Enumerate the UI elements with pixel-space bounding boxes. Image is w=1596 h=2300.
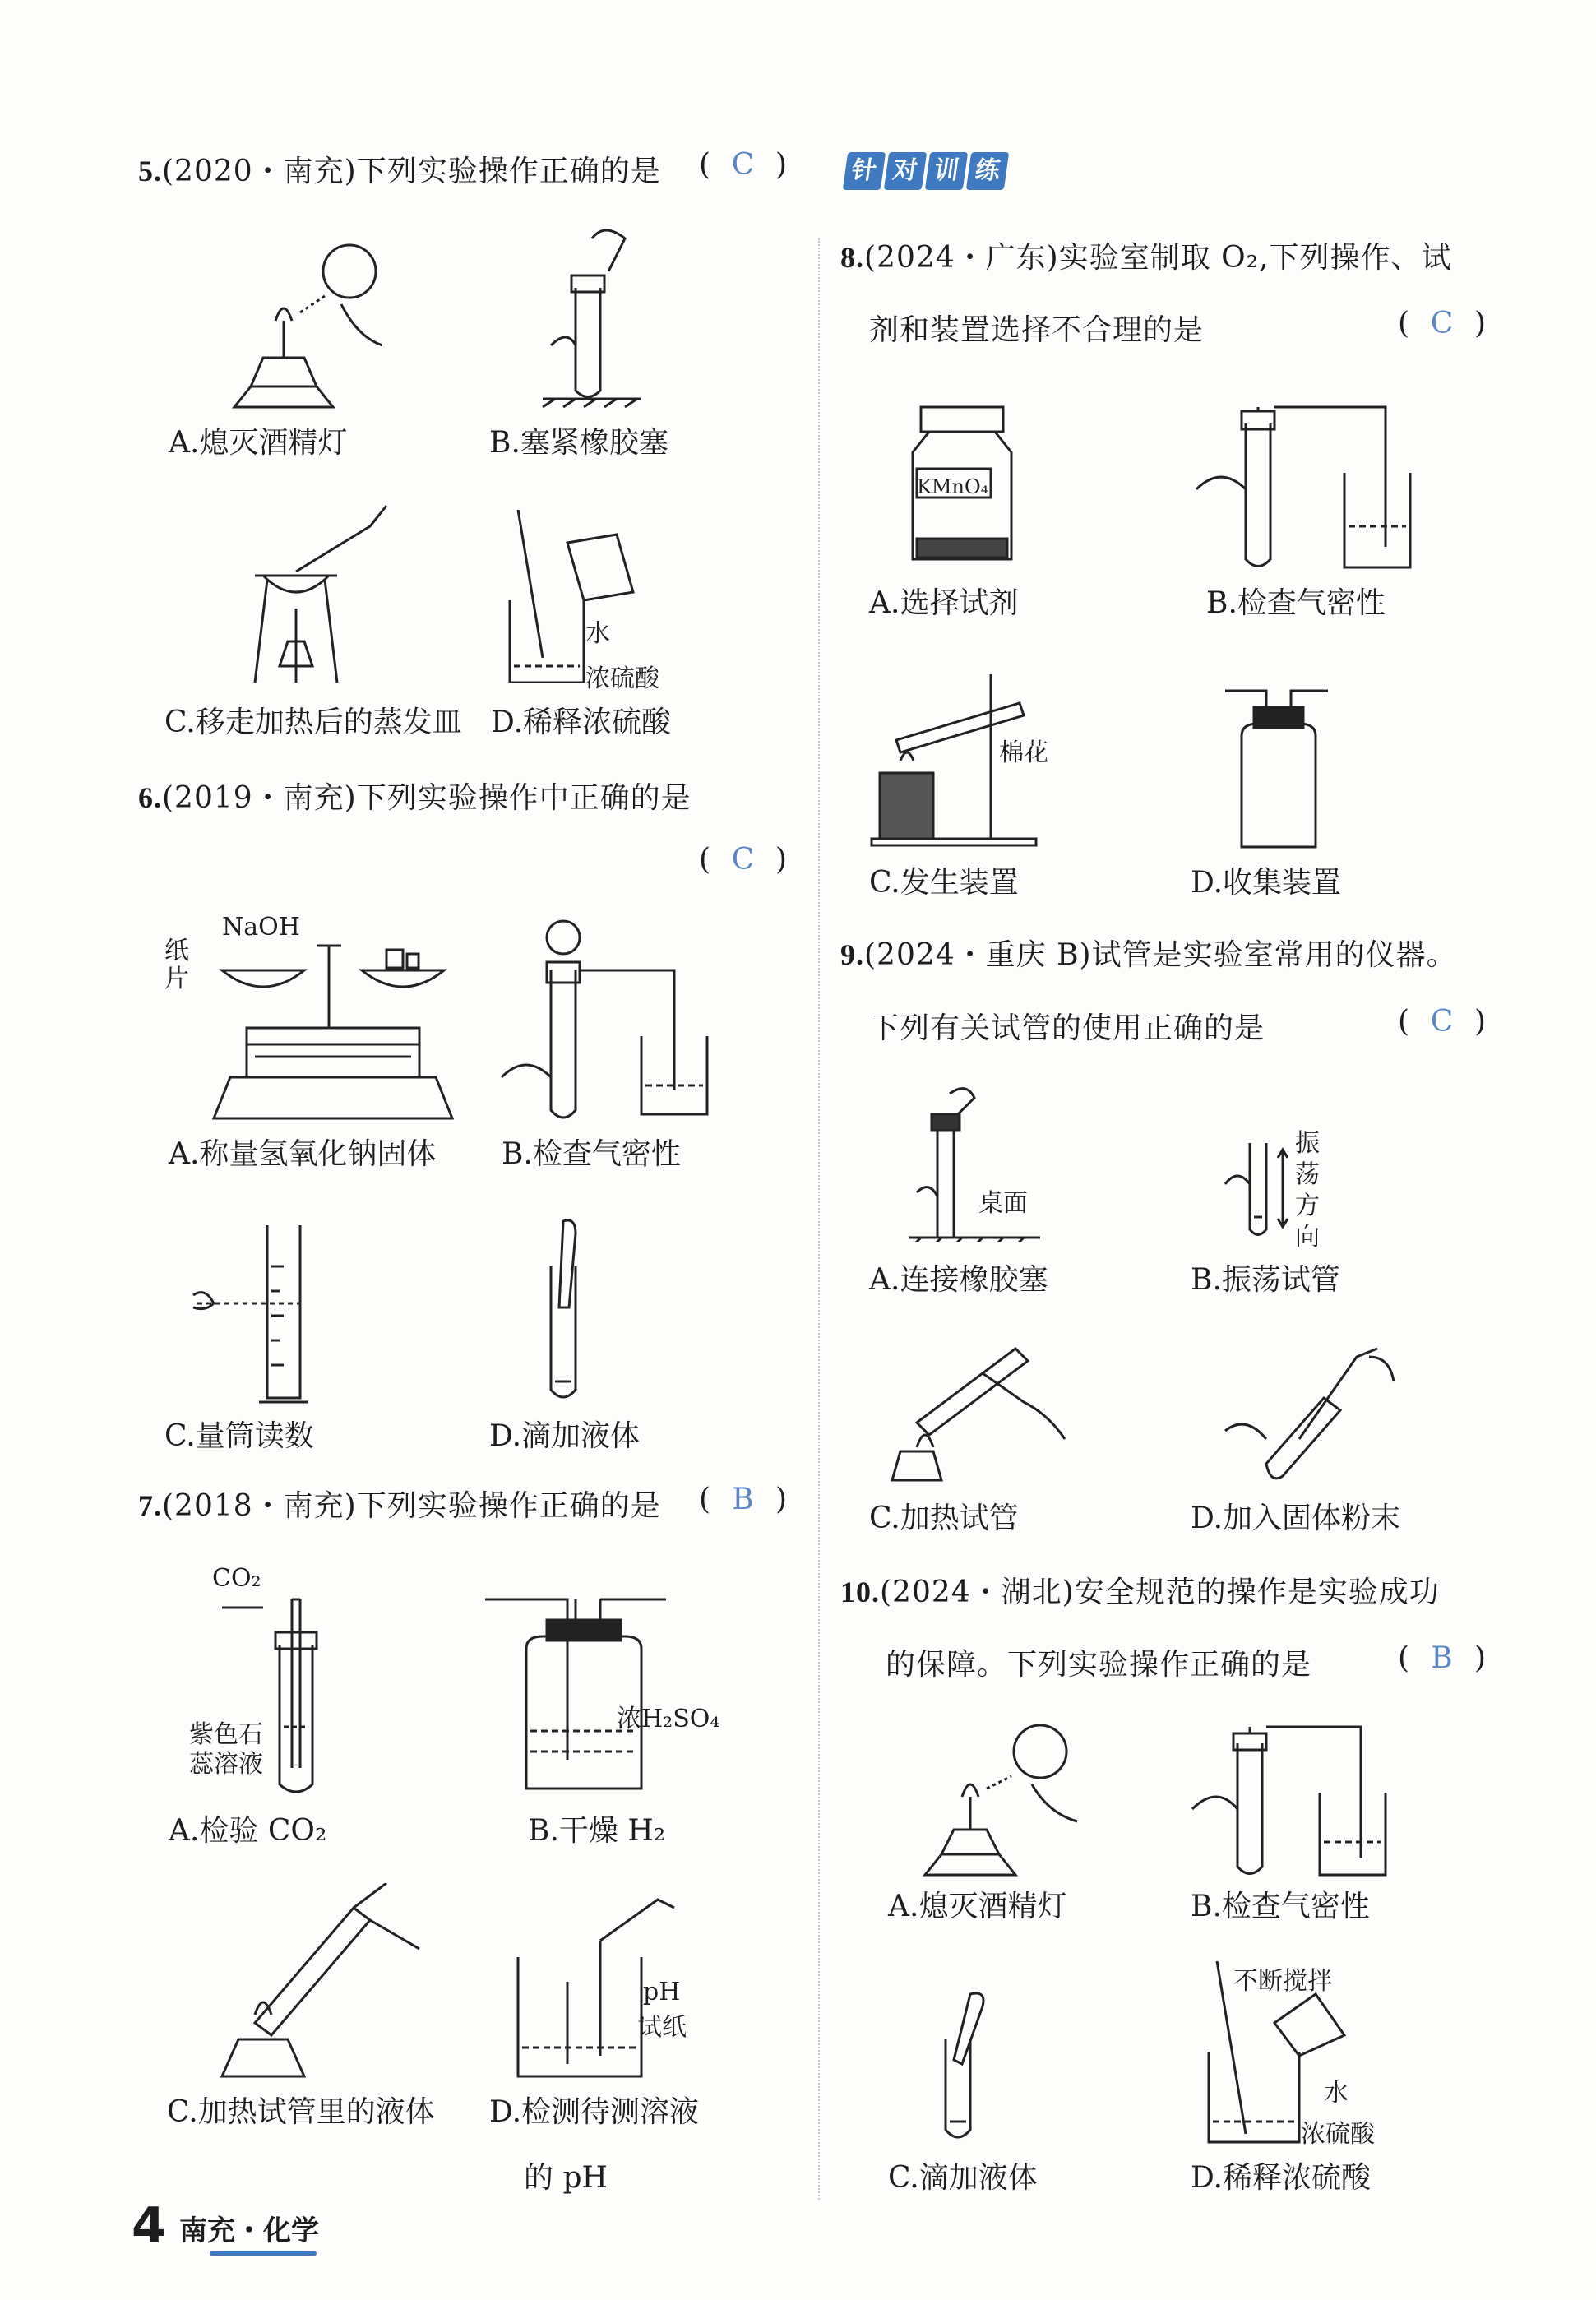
q9-figure-d (1217, 1340, 1398, 1488)
q7-label-h2so4: 浓H₂SO₄ (617, 1705, 720, 1733)
q9-answer-value: C (1430, 1005, 1454, 1039)
q8-answer-value: C (1430, 307, 1454, 340)
q6-option-b: B.检查气密性 (502, 1137, 681, 1171)
q5-label-acid: 浓硫酸 (585, 664, 659, 693)
q8-figure-b (1188, 382, 1427, 572)
q5-option-b: B.塞紧橡胶塞 (489, 426, 668, 460)
column-divider (818, 238, 820, 2200)
q9-stem-line2: 下列有关试管的使用正确的是 (869, 1011, 1265, 1045)
q5-stem (138, 148, 661, 190)
q5-text: (2020・南充)下列实验操作正确的是 (162, 155, 661, 188)
q10-figure-b (1188, 1710, 1402, 1883)
q6-answer: ( C ) (699, 843, 787, 877)
badge-char-1: 针 (843, 152, 886, 190)
q10-label-acid: 浓硫酸 (1301, 2120, 1375, 2149)
q5-number: 5. (138, 155, 162, 187)
badge-char-4: 练 (966, 152, 1009, 190)
q8-label-kmno4: KMnO₄ (917, 475, 989, 498)
q6-figure-a (197, 913, 469, 1127)
footer-accent-line (210, 2251, 317, 2256)
q8-option-d: D.收集装置 (1191, 866, 1342, 900)
q7-figure-b (485, 1587, 666, 1801)
q10-stem-line1 (840, 1569, 1440, 1611)
q8-option-b: B.检查气密性 (1206, 586, 1386, 620)
q9-label-desk: 桌面 (978, 1189, 1028, 1218)
q10-label-stir: 不断搅拌 (1233, 1967, 1332, 1996)
q7-label-litmus: 紫色石蕊溶液 (189, 1720, 263, 1779)
q6-label-paper: 纸片 (164, 937, 189, 993)
q6-text: (2019・南充)下列实验操作中正确的是 (162, 781, 692, 815)
q6-answer-value: C (731, 843, 755, 877)
practice-badge (845, 152, 1006, 190)
q10-option-d: D.稀释浓硫酸 (1191, 2161, 1372, 2195)
q10-figure-a (917, 1715, 1081, 1879)
q8-answer: ( C ) (1398, 307, 1486, 340)
q6-number: 6. (138, 781, 162, 814)
q10-figure-c (925, 1990, 1015, 2146)
q7-label-ph: pH (643, 1978, 681, 2006)
badge-char-2: 对 (884, 152, 927, 190)
q10-number: 10. (840, 1576, 880, 1608)
q7-label-paper: 试纸 (637, 2013, 687, 2042)
q7-text: (2018・南充)下列实验操作正确的是 (162, 1489, 661, 1523)
q5-figure-c (247, 493, 411, 687)
q6-option-c: C.量筒读数 (164, 1419, 314, 1453)
q7-label-co2: CO₂ (212, 1564, 261, 1593)
q5-answer-value: C (731, 148, 755, 182)
q5-option-a: A.熄灭酒精灯 (169, 426, 348, 460)
q5-option-d: D.稀释浓硫酸 (491, 706, 672, 739)
q8-label-cotton: 棉花 (999, 738, 1048, 767)
q5-figure-d (493, 493, 658, 683)
badge-char-3: 训 (925, 152, 968, 190)
q6-figure-c (189, 1217, 354, 1406)
q7-figure-c (206, 1883, 428, 2080)
q8-stem-line2: 剂和装置选择不合理的是 (869, 313, 1205, 347)
q5-label-water: 水 (585, 619, 610, 648)
q5-option-c: C.移走加热后的蒸发皿 (164, 706, 462, 739)
q8-text-1: (2024・广东)实验室制取 O₂,下列操作、试 (864, 241, 1452, 275)
q7-number: 7. (138, 1489, 162, 1522)
q6-stem (138, 775, 692, 817)
q10-answer-value: B (1431, 1641, 1453, 1675)
q7-answer: ( B ) (699, 1483, 787, 1516)
page-number: 4 (132, 2197, 166, 2255)
q5-answer: ( C ) (699, 148, 787, 182)
q9-option-a: A.连接橡胶塞 (869, 1263, 1048, 1297)
q7-stem (138, 1483, 661, 1525)
q9-option-c: C.加热试管 (869, 1502, 1019, 1535)
q9-figure-c (867, 1332, 1073, 1488)
q10-answer: ( B ) (1398, 1641, 1486, 1675)
q9-label-shake: 振荡方向 (1295, 1129, 1320, 1252)
q10-option-c: C.滴加液体 (888, 2161, 1038, 2195)
q5-figure-a (218, 222, 382, 411)
q9-answer: ( C ) (1398, 1005, 1486, 1039)
q9-figure-b (1217, 1135, 1299, 1242)
q9-option-d: D.加入固体粉末 (1191, 1502, 1401, 1535)
q7-option-d: D.检测待测溶液 (489, 2095, 700, 2129)
q7-option-b: B.干燥 H₂ (528, 1814, 666, 1848)
q7-answer-value: B (732, 1483, 754, 1516)
q6-figure-d (518, 1217, 641, 1406)
q7-option-d-line2: 的 pH (524, 2161, 608, 2195)
q9-option-b: B.振荡试管 (1191, 1263, 1340, 1297)
q8-figure-d (1217, 687, 1332, 851)
q10-label-water: 水 (1324, 2079, 1349, 2108)
q6-figure-b (485, 913, 724, 1127)
q6-option-d: D.滴加液体 (489, 1419, 641, 1453)
q9-number: 9. (840, 938, 864, 971)
q6-label-naoh: NaOH (222, 913, 300, 942)
q8-option-c: C.发生装置 (869, 866, 1019, 900)
q10-option-b: B.检查气密性 (1191, 1890, 1370, 1923)
q10-option-a: A.熄灭酒精灯 (888, 1890, 1067, 1923)
footer-title: 南充・化学 (179, 2214, 319, 2247)
q9-stem-line1 (840, 932, 1457, 974)
q8-stem-line1 (840, 234, 1452, 276)
q8-option-a: A.选择试剂 (869, 586, 1019, 620)
q6-option-a: A.称量氢氧化钠固体 (169, 1137, 437, 1171)
q7-option-a: A.检验 CO₂ (169, 1814, 327, 1848)
q8-number: 8. (840, 241, 864, 274)
q10-stem-line2: 的保障。下列实验操作正确的是 (886, 1648, 1312, 1682)
q9-text-1: (2024・重庆 B)试管是实验室常用的仪器。 (864, 938, 1457, 972)
q7-option-c: C.加热试管里的液体 (167, 2095, 435, 2129)
q10-text-1: (2024・湖北)安全规范的操作是实验成功 (880, 1576, 1440, 1609)
q5-figure-b (526, 222, 658, 411)
